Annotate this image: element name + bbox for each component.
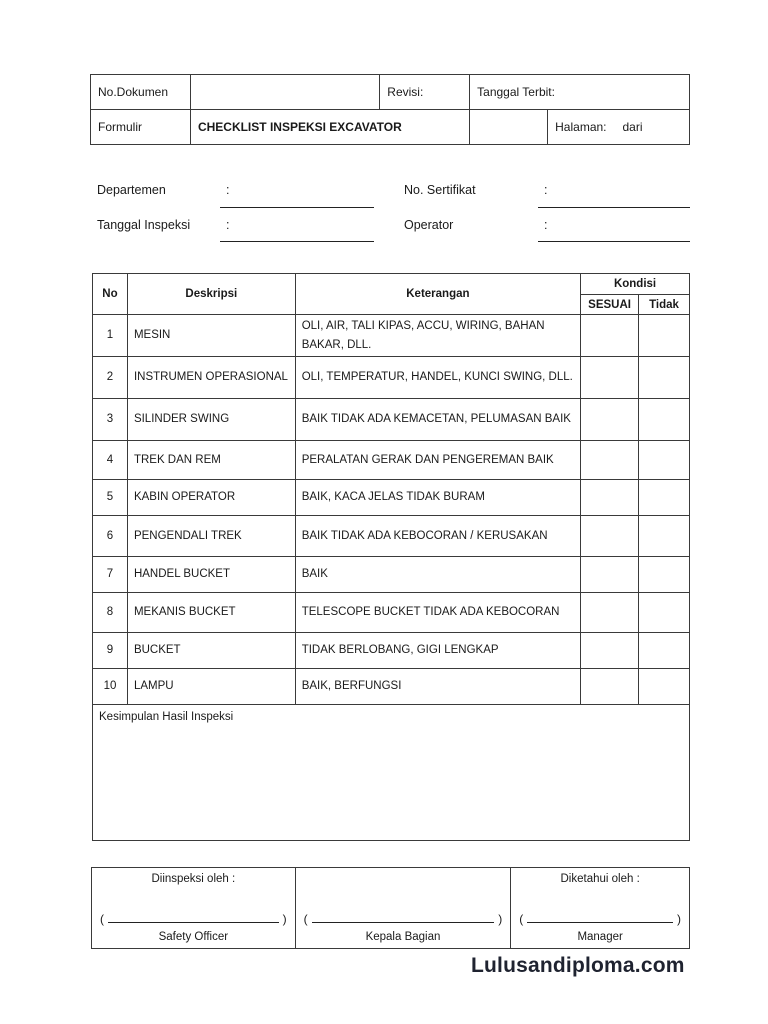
row-deskripsi: LAMPU bbox=[127, 669, 295, 705]
manager-label: Manager bbox=[577, 931, 623, 943]
row-keterangan: TIDAK BERLOBANG, GIGI LENGKAP bbox=[295, 633, 580, 669]
tanggal-inspeksi-label: Tanggal Inspeksi bbox=[97, 218, 191, 232]
formulir-label: Formulir bbox=[91, 110, 191, 145]
paren-close: ) bbox=[677, 912, 681, 926]
sesuai-checkbox[interactable] bbox=[581, 480, 639, 516]
table-row bbox=[93, 357, 690, 399]
paren-close: ) bbox=[498, 912, 503, 926]
tidak-checkbox[interactable] bbox=[639, 593, 690, 633]
table-row bbox=[93, 593, 690, 633]
table-row bbox=[93, 441, 690, 480]
tidak-checkbox[interactable] bbox=[639, 357, 690, 399]
row-keterangan: PERALATAN GERAK DAN PENGEREMAN BAIK bbox=[295, 441, 580, 480]
signature-table bbox=[91, 867, 690, 949]
checklist-table bbox=[92, 273, 690, 841]
header-deskripsi: Deskripsi bbox=[127, 274, 295, 315]
document-header-table bbox=[90, 74, 690, 145]
table-row bbox=[93, 399, 690, 441]
row-keterangan: BAIK bbox=[295, 557, 580, 593]
signature-manager bbox=[511, 868, 690, 949]
signature-line-inspector[interactable] bbox=[100, 912, 287, 926]
row-deskripsi: SILINDER SWING bbox=[127, 399, 295, 441]
paren-close: ) bbox=[282, 912, 287, 926]
row-no: 9 bbox=[93, 633, 128, 669]
table-row bbox=[93, 633, 690, 669]
row-keterangan: BAIK, BERFUNGSI bbox=[295, 669, 580, 705]
header-kondisi: Kondisi bbox=[581, 274, 690, 295]
row-keterangan: BAIK, KACA JELAS TIDAK BURAM bbox=[295, 480, 580, 516]
row-keterangan: TELESCOPE BUCKET TIDAK ADA KEBOCORAN bbox=[295, 593, 580, 633]
signature-line-kepala-bagian[interactable] bbox=[304, 912, 503, 926]
tidak-checkbox[interactable] bbox=[639, 315, 690, 357]
tidak-checkbox[interactable] bbox=[639, 480, 690, 516]
tidak-checkbox[interactable] bbox=[639, 669, 690, 705]
row-keterangan: BAIK TIDAK ADA KEBOCORAN / KERUSAKAN bbox=[295, 516, 580, 557]
table-row bbox=[93, 315, 690, 357]
row-deskripsi: KABIN OPERATOR bbox=[127, 480, 295, 516]
no-dokumen-label: No.Dokumen bbox=[91, 75, 191, 110]
signature-inspector bbox=[92, 868, 296, 949]
row-keterangan: OLI, TEMPERATUR, HANDEL, KUNCI SWING, DLL. bbox=[295, 357, 580, 399]
departemen-colon: : bbox=[226, 183, 230, 197]
signature-line-manager[interactable] bbox=[519, 912, 681, 926]
row-no: 5 bbox=[93, 480, 128, 516]
row-deskripsi: MEKANIS BUCKET bbox=[127, 593, 295, 633]
signature-kepala-bagian bbox=[295, 868, 511, 949]
header-no: No bbox=[93, 274, 128, 315]
kepala-bagian-label: Kepala Bagian bbox=[365, 931, 441, 943]
tidak-checkbox[interactable] bbox=[639, 557, 690, 593]
no-sertifikat-colon: : bbox=[544, 183, 548, 197]
row-deskripsi: TREK DAN REM bbox=[127, 441, 295, 480]
revisi-label: Revisi: bbox=[380, 75, 470, 110]
tanggal-terbit-label: Tanggal Terbit: bbox=[470, 75, 690, 110]
diinspeksi-oleh-label: Diinspeksi oleh : bbox=[151, 873, 236, 885]
sesuai-checkbox[interactable] bbox=[581, 441, 639, 480]
operator-field[interactable] bbox=[538, 241, 690, 242]
row-deskripsi: HANDEL BUCKET bbox=[127, 557, 295, 593]
document-header-row-1 bbox=[91, 75, 690, 110]
sesuai-checkbox[interactable] bbox=[581, 593, 639, 633]
row-deskripsi: BUCKET bbox=[127, 633, 295, 669]
halaman-label: Halaman: bbox=[555, 120, 607, 134]
safety-officer-label: Safety Officer bbox=[158, 931, 229, 943]
form-title: CHECKLIST INSPEKSI EXCAVATOR bbox=[190, 110, 469, 145]
table-row bbox=[93, 480, 690, 516]
table-row bbox=[93, 669, 690, 705]
tidak-checkbox[interactable] bbox=[639, 399, 690, 441]
sesuai-checkbox[interactable] bbox=[581, 357, 639, 399]
kesimpulan-label: Kesimpulan Hasil Inspeksi bbox=[99, 711, 234, 723]
sesuai-checkbox[interactable] bbox=[581, 399, 639, 441]
document-header-row-2 bbox=[91, 110, 690, 145]
halaman-cell bbox=[470, 110, 690, 145]
no-dokumen-value[interactable] bbox=[190, 75, 379, 110]
tanggal-inspeksi-field[interactable] bbox=[220, 241, 374, 242]
kesimpulan-row bbox=[93, 705, 690, 841]
row-no: 6 bbox=[93, 516, 128, 557]
header-sesuai: SESUAI bbox=[581, 295, 639, 315]
paren-open: ( bbox=[100, 912, 104, 926]
sesuai-checkbox[interactable] bbox=[581, 669, 639, 705]
operator-label: Operator bbox=[404, 218, 454, 232]
row-no: 2 bbox=[93, 357, 128, 399]
row-no: 10 bbox=[93, 669, 128, 705]
row-no: 1 bbox=[93, 315, 128, 357]
row-deskripsi: MESIN bbox=[127, 315, 295, 357]
paren-open: ( bbox=[303, 912, 308, 926]
row-no: 4 bbox=[93, 441, 128, 480]
header-keterangan: Keterangan bbox=[295, 274, 580, 315]
departemen-field[interactable] bbox=[220, 207, 374, 208]
tidak-checkbox[interactable] bbox=[639, 516, 690, 557]
row-deskripsi: INSTRUMEN OPERASIONAL bbox=[127, 357, 295, 399]
kesimpulan-field[interactable] bbox=[93, 705, 690, 841]
diketahui-oleh-label: Diketahui oleh : bbox=[560, 873, 640, 885]
sesuai-checkbox[interactable] bbox=[581, 315, 639, 357]
row-deskripsi: PENGENDALI TREK bbox=[127, 516, 295, 557]
row-no: 7 bbox=[93, 557, 128, 593]
watermark: Lulusandiploma.com bbox=[471, 954, 685, 977]
row-no: 3 bbox=[93, 399, 128, 441]
sesuai-checkbox[interactable] bbox=[581, 516, 639, 557]
header-tidak: Tidak bbox=[639, 295, 690, 315]
sesuai-checkbox[interactable] bbox=[581, 557, 639, 593]
table-row bbox=[93, 557, 690, 593]
table-row bbox=[93, 516, 690, 557]
tidak-checkbox[interactable] bbox=[639, 441, 690, 480]
row-no: 8 bbox=[93, 593, 128, 633]
sesuai-checkbox[interactable] bbox=[581, 633, 639, 669]
paren-open: ( bbox=[519, 912, 524, 926]
dari-label: dari bbox=[622, 120, 643, 134]
no-sertifikat-field[interactable] bbox=[538, 207, 690, 208]
row-keterangan: OLI, AIR, TALI KIPAS, ACCU, WIRING, BAHAN BAKAR, DLL. bbox=[295, 315, 580, 357]
tidak-checkbox[interactable] bbox=[639, 633, 690, 669]
departemen-label: Departemen bbox=[97, 183, 166, 197]
no-sertifikat-label: No. Sertifikat bbox=[404, 183, 476, 197]
operator-colon: : bbox=[544, 218, 548, 232]
row-keterangan: BAIK TIDAK ADA KEMACETAN, PELUMASAN BAIK bbox=[295, 399, 580, 441]
tanggal-inspeksi-colon: : bbox=[226, 218, 230, 232]
